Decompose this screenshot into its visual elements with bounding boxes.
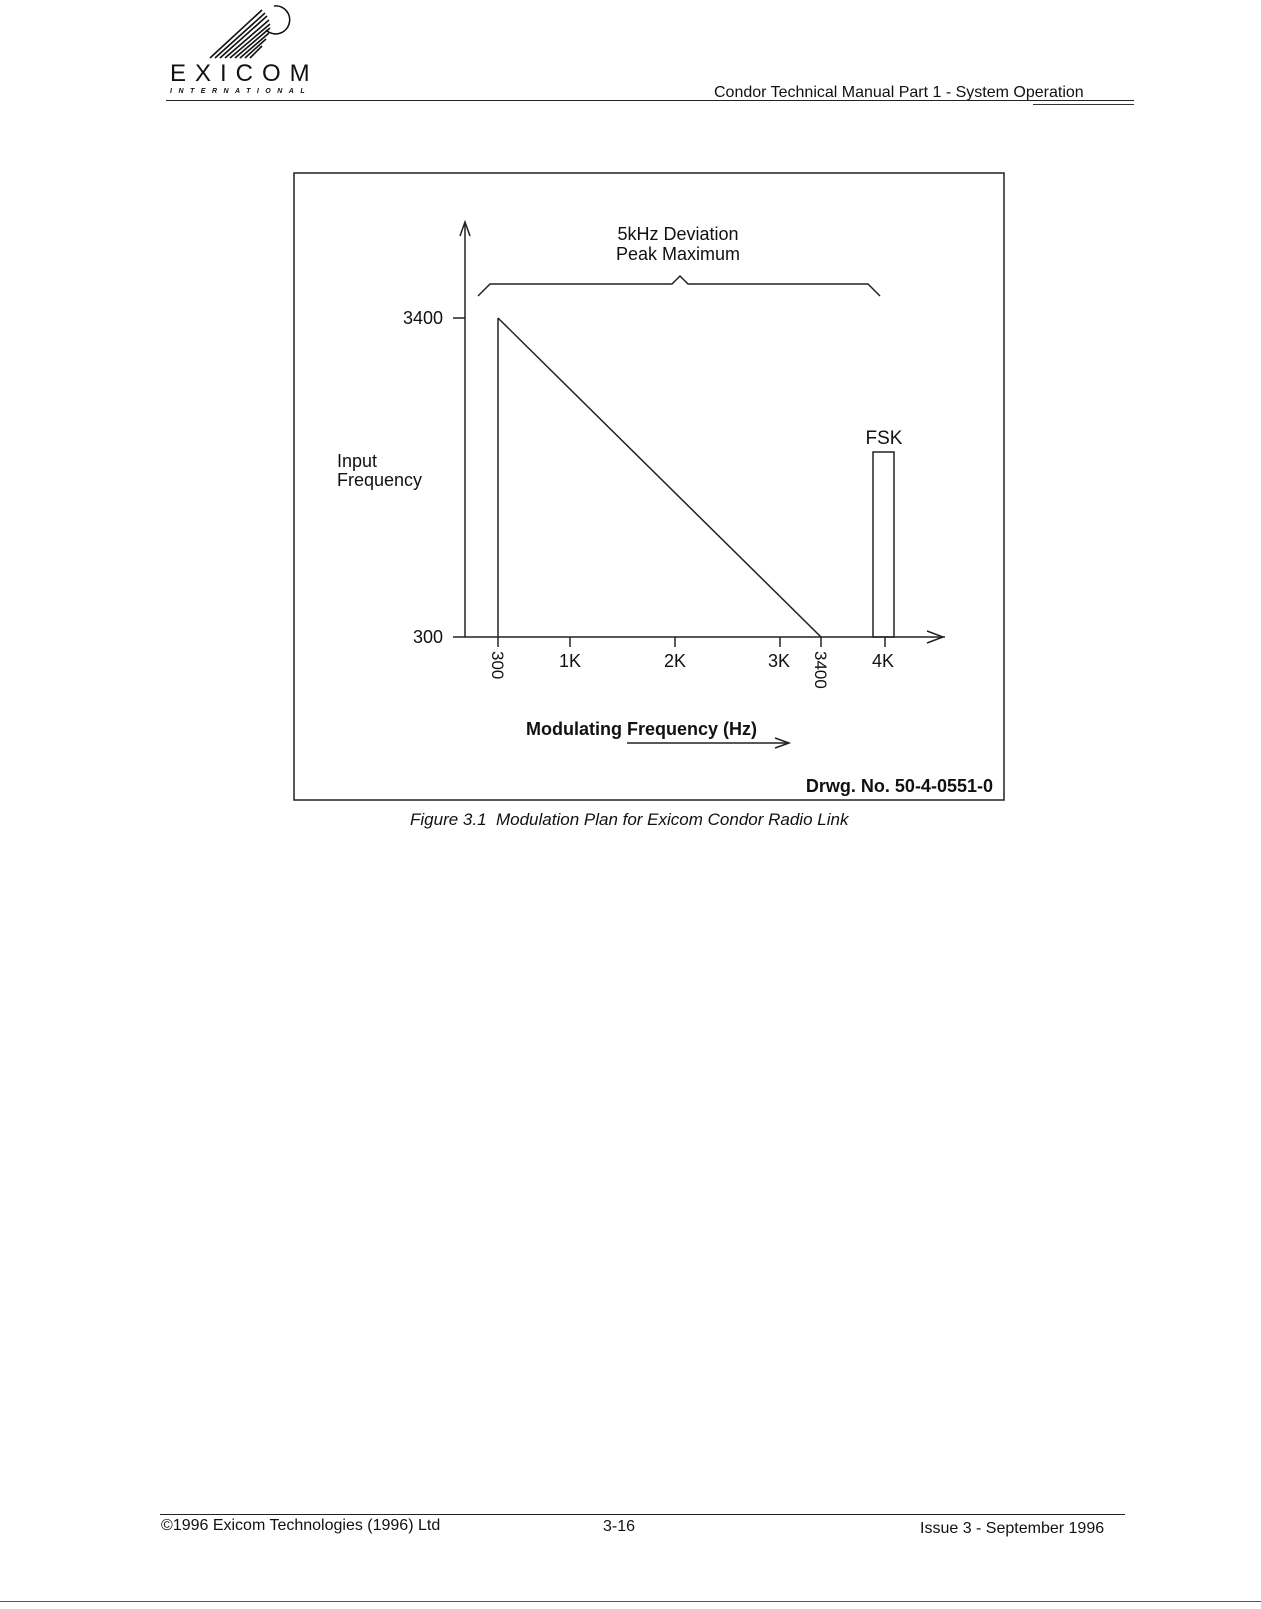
y-tick-label-3400: 3400 [402,308,443,328]
x-tick-label-2k: 2K [663,651,687,671]
x-axis-label: Modulating Frequency (Hz) [526,719,757,739]
x-tick-label-3400: 3400 [811,651,830,689]
fsk-bar [873,452,894,637]
deviation-brace [478,276,880,296]
footer-page-number: 3-16 [603,1518,636,1535]
x-tick-label-3k: 3K [767,651,791,671]
exicom-comet-logo-icon [166,0,296,62]
y-axis-label-line1: Input [337,451,378,471]
header-divider [166,100,1134,101]
modulation-slope-line [498,318,821,637]
footer-divider [160,1514,1125,1515]
y-tick-label-300: 300 [412,627,443,647]
header-title-underline [1033,104,1134,105]
brand-name: EXICOM [170,60,319,87]
x-tick-label-1k: 1K [558,651,582,671]
y-axis-label-line2: Frequency [337,470,423,490]
deviation-annotation-line1: 5kHz Deviation [617,224,739,244]
footer-copyright: ©1996 Exicom Technologies (1996) Ltd [161,1517,441,1534]
x-tick-label-300: 300 [488,651,507,680]
footer-issue: Issue 3 - September 1996 [920,1520,1105,1537]
page-header-title: Condor Technical Manual Part 1 - System Operation [714,84,1084,101]
brand-subtitle: INTERNATIONAL [170,88,312,95]
fsk-label: FSK [865,428,903,449]
figure-caption: Figure 3.1 Modulation Plan for Exicom Condor Radio Link [410,810,849,829]
drawing-number: Drwg. No. 50-4-0551-0 [805,776,993,796]
deviation-annotation-line2: Peak Maximum [615,244,741,264]
scan-bottom-edge [0,1601,1261,1602]
x-tick-label-4k: 4K [871,651,895,671]
modulation-plan-figure [293,172,1005,802]
